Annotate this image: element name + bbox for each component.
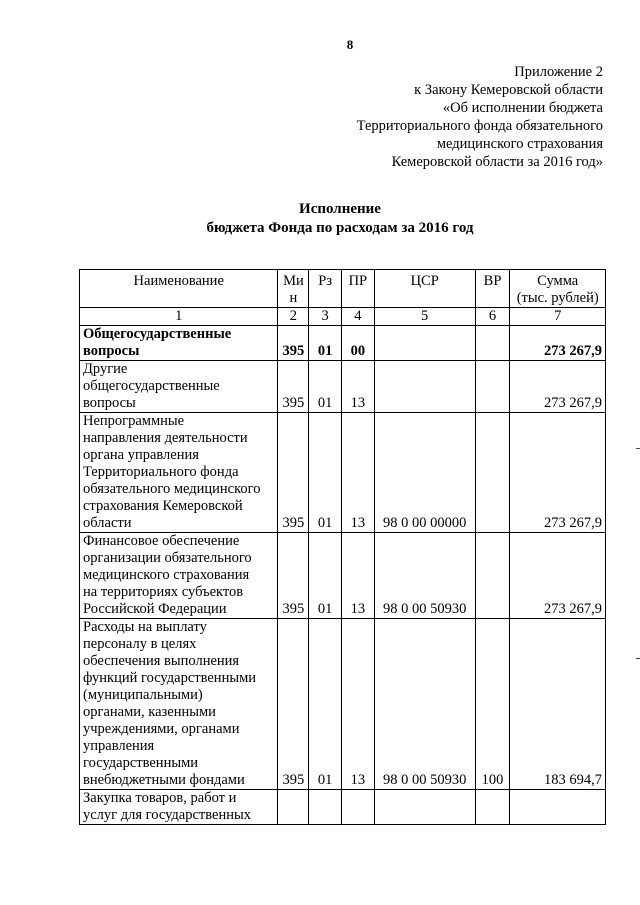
- header-pr: ПР: [341, 270, 374, 308]
- row-name-line: Другие: [83, 361, 128, 377]
- row-name-line: обязательного медицинского: [83, 481, 261, 497]
- row-csr: 98 0 00 50930: [374, 533, 475, 619]
- table-row: [80, 326, 606, 361]
- row-rz: 01: [309, 533, 342, 619]
- row-rz: 01: [309, 361, 342, 413]
- row-csr: [374, 326, 475, 361]
- row-pr: [341, 790, 374, 825]
- row-sum: 273 267,9: [510, 326, 606, 361]
- header-csr: ЦСР: [374, 270, 475, 308]
- appendix-line: к Закону Кемеровской области: [414, 82, 603, 98]
- header-sum: [510, 270, 606, 308]
- table-row: [80, 790, 606, 825]
- row-sum: [510, 790, 606, 825]
- appendix-line: Кемеровской области за 2016 год»: [391, 154, 603, 170]
- row-pr: 13: [341, 533, 374, 619]
- row-min: 395: [278, 326, 309, 361]
- row-vr: [475, 413, 510, 533]
- header-sum-line: Сумма: [537, 273, 579, 289]
- table-row: [80, 361, 606, 413]
- column-number-row: [80, 308, 606, 326]
- row-name-line: услуг для государственных: [83, 807, 251, 823]
- column-number: 6: [475, 308, 510, 326]
- row-pr: 13: [341, 413, 374, 533]
- row-name-line: персоналу в целях: [83, 636, 197, 652]
- row-name-line: Финансовое обеспечение: [83, 533, 240, 549]
- row-vr: [475, 790, 510, 825]
- row-pr: 00: [341, 326, 374, 361]
- title-line-1: Исполнение: [299, 201, 381, 217]
- row-name-line: вопросы: [83, 343, 140, 359]
- scan-mark: [636, 448, 640, 449]
- table-row: [80, 533, 606, 619]
- row-csr: 98 0 00 00000: [374, 413, 475, 533]
- row-name: [80, 361, 278, 413]
- row-name-line: учреждениями, органами: [83, 721, 240, 737]
- row-name-line: Российской Федерации: [83, 601, 227, 617]
- row-name: [80, 326, 278, 361]
- header-name: Наименование: [80, 270, 278, 308]
- appendix-line: «Об исполнении бюджета: [442, 100, 603, 116]
- row-name-line: государственными: [83, 755, 199, 771]
- row-name-line: направления деятельности: [83, 430, 248, 446]
- appendix-line: Приложение 2: [514, 64, 603, 80]
- row-name-line: управления: [83, 738, 155, 754]
- column-number: 3: [309, 308, 342, 326]
- row-vr: [475, 533, 510, 619]
- page-number: 8: [346, 37, 354, 52]
- appendix-block: [357, 63, 603, 171]
- row-name-line: органами, казенными: [83, 704, 216, 720]
- column-number: 7: [510, 308, 606, 326]
- table-row: [80, 413, 606, 533]
- header-min-line: н: [289, 290, 298, 306]
- table-header-row: [80, 270, 606, 308]
- row-sum: 273 267,9: [510, 413, 606, 533]
- row-name-line: Непрограммные: [83, 413, 185, 429]
- row-min: 395: [278, 533, 309, 619]
- budget-table: [79, 269, 606, 825]
- row-name-line: (муниципальными): [83, 687, 203, 703]
- table-row: [80, 619, 606, 790]
- header-sum-line: (тыс. рублей): [516, 290, 599, 306]
- column-number: 2: [278, 308, 309, 326]
- document-title: [0, 200, 640, 238]
- row-name-line: Территориального фонда: [83, 464, 239, 480]
- row-name-line: Закупка товаров, работ и: [83, 790, 237, 806]
- row-csr: 98 0 00 50930: [374, 619, 475, 790]
- row-rz: [309, 790, 342, 825]
- row-vr: [475, 361, 510, 413]
- row-min: 395: [278, 413, 309, 533]
- column-number: 1: [80, 308, 278, 326]
- row-name-line: организации обязательного: [83, 550, 252, 566]
- row-sum: 183 694,7: [510, 619, 606, 790]
- row-name-line: Общегосударственные: [83, 326, 232, 342]
- appendix-line: Территориального фонда обязательного: [356, 118, 603, 134]
- row-vr: 100: [475, 619, 510, 790]
- row-name-line: области: [83, 515, 132, 531]
- row-rz: 01: [309, 619, 342, 790]
- header-vr: ВР: [475, 270, 510, 308]
- row-name-line: страхования Кемеровской: [83, 498, 243, 514]
- scan-mark: [636, 658, 640, 659]
- row-sum: 273 267,9: [510, 361, 606, 413]
- row-name-line: Расходы на выплату: [83, 619, 207, 635]
- row-name-line: вопросы: [83, 395, 136, 411]
- row-min: [278, 790, 309, 825]
- column-number: 5: [374, 308, 475, 326]
- row-pr: 13: [341, 619, 374, 790]
- row-min: 395: [278, 619, 309, 790]
- row-name: [80, 413, 278, 533]
- row-sum: 273 267,9: [510, 533, 606, 619]
- row-name-line: функций государственными: [83, 670, 257, 686]
- row-name-line: внебюджетными фондами: [83, 772, 245, 788]
- row-name-line: медицинского страхования: [83, 567, 250, 583]
- row-vr: [475, 326, 510, 361]
- row-name-line: органа управления: [83, 447, 199, 463]
- title-line-2: бюджета Фонда по расходам за 2016 год: [206, 220, 474, 236]
- row-csr: [374, 361, 475, 413]
- header-min-line: Ми: [283, 273, 304, 289]
- row-rz: 01: [309, 326, 342, 361]
- row-name-line: обеспечения выполнения: [83, 653, 240, 669]
- column-number: 4: [341, 308, 374, 326]
- appendix-line: медицинского страхования: [436, 136, 603, 152]
- header-rz: Рз: [309, 270, 342, 308]
- row-name-line: на территориях субъектов: [83, 584, 244, 600]
- row-pr: 13: [341, 361, 374, 413]
- row-name: [80, 790, 278, 825]
- row-name-line: общегосударственные: [83, 378, 220, 394]
- row-min: 395: [278, 361, 309, 413]
- row-rz: 01: [309, 413, 342, 533]
- row-name: [80, 533, 278, 619]
- row-name: [80, 619, 278, 790]
- header-min: [278, 270, 309, 308]
- row-csr: [374, 790, 475, 825]
